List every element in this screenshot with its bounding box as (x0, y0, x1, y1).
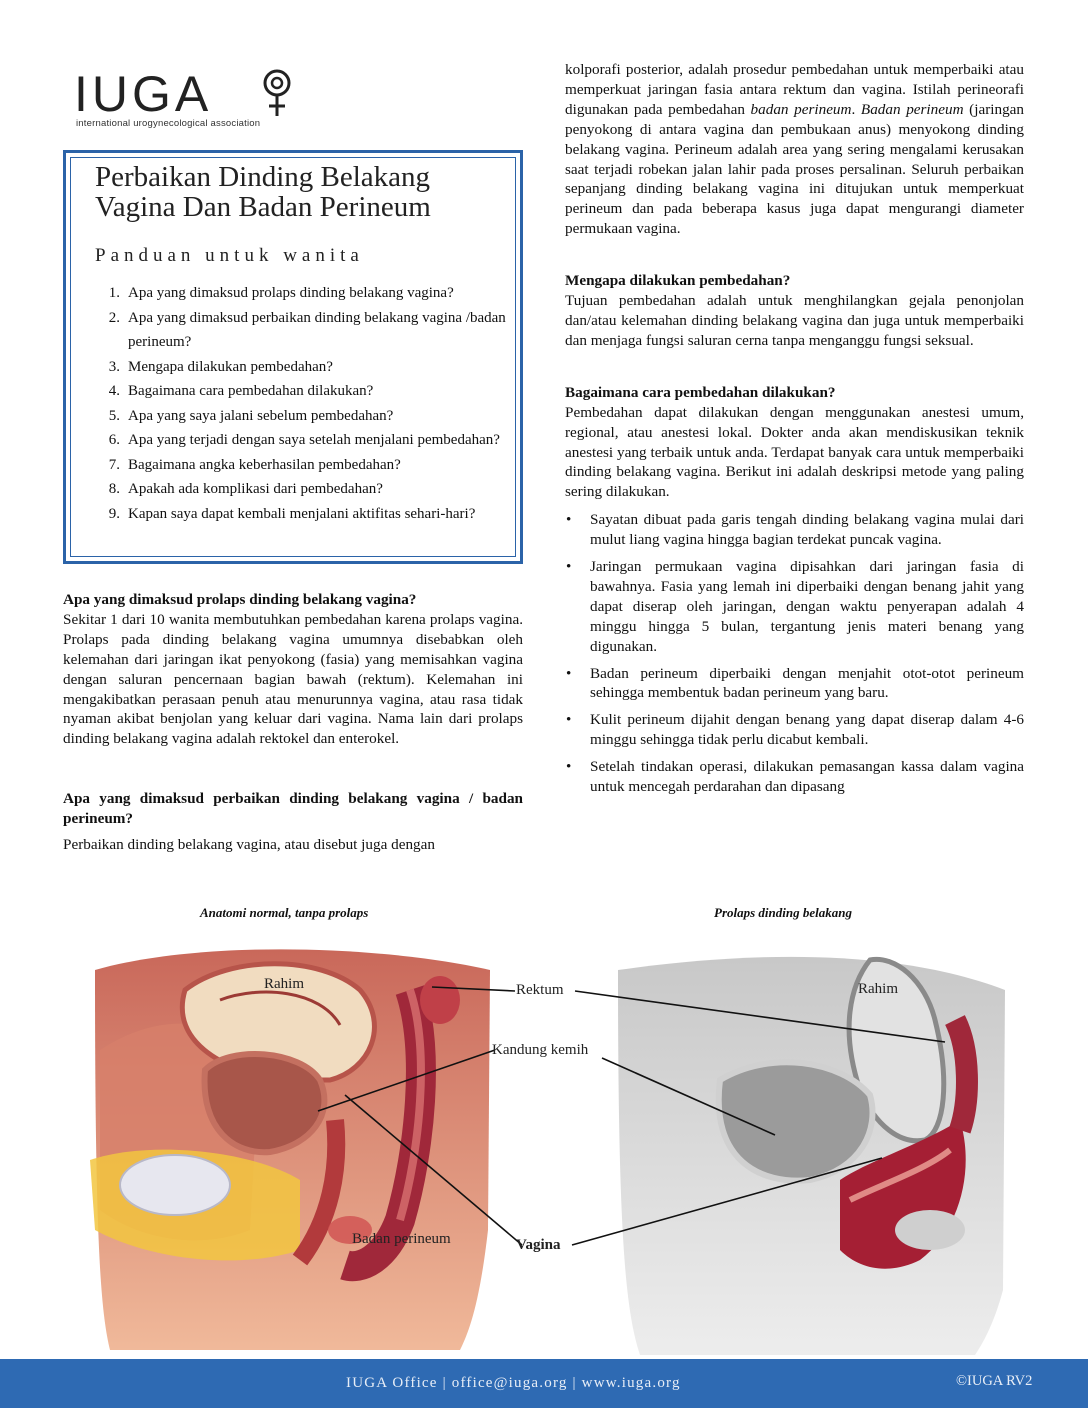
table-of-contents (98, 281, 516, 526)
section-heading: Apa yang dimaksud prolaps dinding belakang vagina? (63, 591, 417, 608)
iuga-logo (74, 66, 304, 134)
paragraph: Sekitar 1 dari 10 wanita membutuhkan pembedahan karena prolaps vagina. Prolaps pada dinding belakang vagina umumnya disebabkan oleh kelemahan dari jaringan ikat penyokong (fasia) yang memisahkan vagina dengan saluran pencernaan bagian bawah (rektum). Kelemahan ini mengakibatkan perasaan penuh atau menurunnya vagina, atau rasa tidak nyaman akibat benjolan yang keluar dari vagina. Nama lain dari prolaps dinding belakang vagina adalah rektokel dan enterokel. (63, 610, 523, 748)
left-column (63, 590, 523, 855)
footer-copyright: ©IUGA RV2 (956, 1373, 1033, 1389)
paragraph: Perbaikan dinding belakang vagina, atau disebut juga dengan (63, 836, 435, 854)
page-subtitle: Panduan untuk wanita (95, 245, 364, 266)
anatomy-illustration (0, 930, 1088, 1360)
title-line-1: Perbaikan Dinding Belakang (95, 161, 431, 193)
footer-bar (0, 1359, 1088, 1408)
figure-caption-prolapse: Prolaps dinding belakang (714, 905, 852, 920)
female-symbol-icon (260, 68, 294, 118)
toc-item: 4. Bagaimana cara pembedahan dilakukan? (108, 383, 374, 399)
footer-contact: IUGA Office | office@iuga.org | www.iuga.org (346, 1375, 681, 1391)
paragraph: Tujuan pembedahan adalah untuk menghilangkan gejala penonjolan dan/atau kelemahan dinding belakang vagina dan juga untuk memperbaiki dan menjaga fungsi saluran cerna tanpa menganggu fungsi seksual. (565, 292, 1024, 349)
label-vagina: Vagina (516, 1237, 561, 1253)
right-column (565, 60, 1024, 804)
label-badan-perineum: Badan perineum (352, 1231, 451, 1247)
label-rektum: Rektum (516, 982, 564, 998)
paragraph: kolporafi posterior, adalah prosedur pembedahan untuk memperbaiki atau memperkuat jaringan fasia antara rektum dan vagina. Istilah perineorafi digunakan pada pembedahan badan perineum. Badan perineum (jaringan penyokong di antara vagina dan pembukaan anus) menyokong dinding belakang vagina. Perineum adalah area yang sering mengalami kerusakan saat terjadi robekan jalan lahir pada proses persalinan. Seluruh perbaikan sepanjang dinding belakang vagina ini ditujukan untuk memperkuat perineum dan pada beberapa kasus juga dapat mengurangi diameter permukaan vagina. (565, 61, 1024, 238)
toc-item: 7. Bagaimana angka keberhasilan pembedahan? (108, 456, 401, 473)
paragraph: Pembedahan dapat dilakukan dengan menggunakan anestesi umum, regional, atau anestesi lokal. Dokter anda akan mendiskusikan teknik anestesi yang terbaik untuk anda. Terdapat banyak cara untuk memperbaiki dinding belakang vagina. Berikut ini adalah deskripsi metode yang paling sering dilakukan. (565, 403, 1024, 501)
list-item: • Badan perineum diperbaiki dengan menjahit otot-otot perineum sehingga membentuk badan perineum yang baru. (565, 664, 1024, 704)
procedure-list (565, 510, 1024, 797)
label-rahim-right: Rahim (858, 981, 898, 997)
section-heading: Apa yang dimaksud perbaikan dinding belakang vagina / badan perineum? (63, 790, 523, 828)
toc-item: 5. Apa yang saya jalani sebelum pembedahan? (108, 407, 394, 424)
page-title (95, 162, 515, 222)
toc-item: 9. Kapan saya dapat kembali menjalani aktifitas sehari-hari? (108, 505, 476, 522)
list-item: • Jaringan permukaan vagina dipisahkan dari jaringan fasia di bawahnya. Fasia yang lemah ini diperbaiki dengan benang jahit yang dapat diserap oleh jaringan, dengan waktu penyerapan adalah 4 minggu hingga 5 bulan, tergantung jenis materi benang yang digunakan. (565, 557, 1024, 657)
list-item: • Sayatan dibuat pada garis tengah dinding belakang vagina mulai dari mulut liang vagina hingga bagian terdekat puncak vagina. (565, 510, 1024, 550)
list-item: • Kulit perineum dijahit dengan benang yang dapat diserap dalam 4-6 minggu sehingga tidak perlu dicabut kembali. (565, 710, 1024, 750)
title-line-2: Vagina Dan Badan Perineum (95, 191, 431, 223)
label-rahim-left: Rahim (264, 976, 304, 992)
toc-item: 3. Mengapa dilakukan pembedahan? (108, 358, 333, 375)
section-heading: Bagaimana cara pembedahan dilakukan? (565, 383, 836, 401)
toc-item: 1. Apa yang dimaksud prolaps dinding belakang vagina? (108, 285, 454, 301)
toc-item: 8. Apakah ada komplikasi dari pembedahan? (108, 481, 383, 497)
normal-anatomy-drawing (90, 949, 490, 1350)
figure-caption-normal: Anatomi normal, tanpa prolaps (200, 905, 369, 920)
toc-item: 2. Apa yang dimaksud perbaikan dinding belakang vagina /badan perineum? (108, 309, 506, 350)
toc-item: 6. Apa yang terjadi dengan saya setelah menjalani pembedahan? (108, 432, 500, 448)
section-heading: Mengapa dilakukan pembedahan? (565, 272, 791, 290)
logo-tagline: international urogynecological association (76, 118, 261, 129)
prolapse-anatomy-drawing (618, 957, 1005, 1355)
logo-wordmark: IUGA (74, 66, 213, 122)
label-kandung-kemih: Kandung kemih (492, 1042, 589, 1058)
list-item: • Setelah tindakan operasi, dilakukan pemasangan kassa dalam vagina untuk mencegah perdarahan dan dipasang (565, 757, 1024, 797)
